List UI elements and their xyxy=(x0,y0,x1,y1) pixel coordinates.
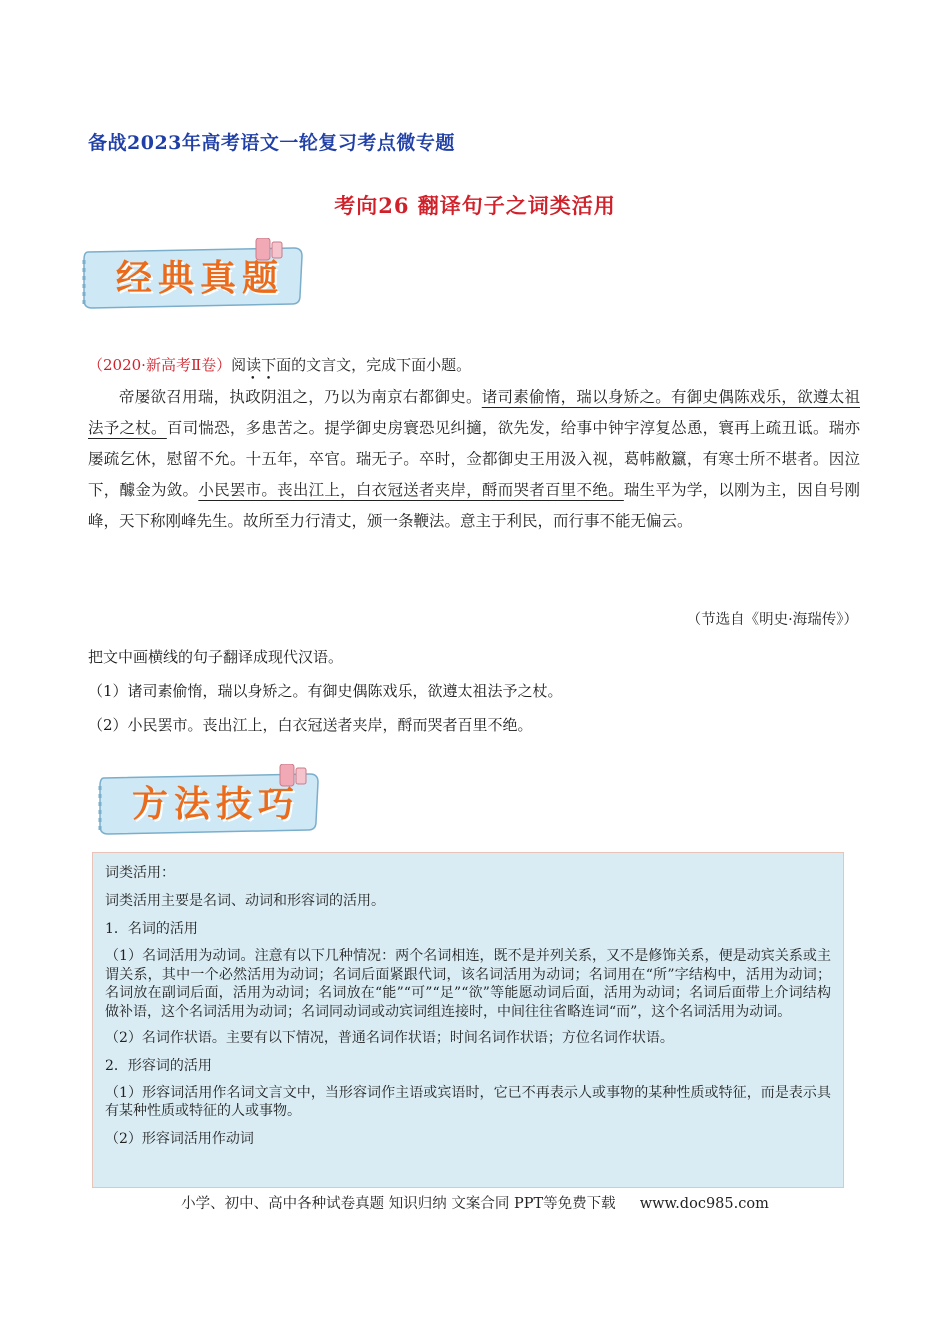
question-source-line xyxy=(88,354,471,375)
method-tips-banner xyxy=(96,764,328,836)
footer-link[interactable]: www.doc985.com xyxy=(639,1196,769,1212)
series-title: 备战2023年高考语文一轮复习考点微专题 xyxy=(88,132,455,154)
page-footer xyxy=(0,1192,950,1213)
classical-passage xyxy=(88,382,860,537)
question-instruction: 把文中画横线的句子翻译成现代汉语。 xyxy=(88,648,344,666)
method-paragraph: （1）形容词活用作名词文言文中，当形容词作主语或宾语时，它已不再表示人或事物的某种性质或特征，而是表示具有某种性质或特征的人或事物。 xyxy=(105,1084,831,1119)
banner-label: 方法技巧 xyxy=(132,784,301,825)
method-heading: 2．形容词的活用 xyxy=(105,1057,212,1074)
method-line: 词类活用： xyxy=(105,865,175,881)
passage-citation: （节选自《明史·海瑞传》） xyxy=(686,612,858,628)
method-box xyxy=(92,852,844,1188)
passage-text: 阴沮之，乃以为南京右都御史。 xyxy=(260,388,482,406)
passage-text: 瑞生平为学，以刚为主，因自号刚峰，天下称刚峰先生。故所至力行清丈，颁一条鞭法。意主于利民，而行事不能无偏云。 xyxy=(88,481,860,530)
passage-text: 帝屡欲召用瑞， xyxy=(119,388,230,406)
emphasis-dot-char: 执 xyxy=(229,388,246,406)
topic-title: 考向26 翻译句子之词类活用 xyxy=(334,193,616,218)
method-line: 词类活用主要是名词、动词和形容词的活用。 xyxy=(105,893,385,909)
question-item-1: （1）诸司素偷惰，瑞以身矫之。有御史偶陈戏乐，欲遵太祖法予之杖。 xyxy=(88,682,563,700)
method-line: （2）形容词活用作动词 xyxy=(105,1130,254,1147)
underlined-sentence-1: 诸司素偷惰，瑞以身矫之。有御史偶陈戏乐，欲遵太祖法予之杖。 xyxy=(88,388,860,437)
question-prompt: 阅读下面的文言文，完成下面小题。 xyxy=(231,356,472,374)
classic-questions-banner xyxy=(80,238,312,310)
underlined-sentence-2: 小民罢市。丧出江上，白衣冠送者夹岸，酹而哭者百里不绝。 xyxy=(198,481,624,499)
banner-label: 经典真题 xyxy=(116,258,285,299)
emphasis-dot-char: 政 xyxy=(245,388,261,406)
method-heading: 1．名词的活用 xyxy=(105,921,198,937)
footer-text: 小学、初中、高中各种试卷真题 知识归纳 文案合同 PPT等免费下载 xyxy=(181,1196,616,1212)
source-tag: （2020·新高考Ⅱ卷） xyxy=(88,356,232,374)
method-paragraph: （2）名词作状语。主要有以下情况，普通名词作状语；时间名词作状语；方位名词作状语。 xyxy=(105,1030,674,1046)
method-paragraph: （1）名词活用为动词。注意有以下几种情况：两个名词相连，既不是并列关系，又不是修饰关系，便是动宾关系或主谓关系，其中一个必然活用为动词；名词后面紧跟代词，该名词活用为动词；名词用在“所”字结构中，活用为动词；名词放在副词后面，活用为动词；名词放在“能”“可”“足”“欲”等能愿动词后面，活用为动词；名词后面带上介词结构做补语，这个名词活用为动词；名词同动词或动宾词组连接时，中间往往省略连词“而”，这个名词活用为动词。 xyxy=(105,948,831,1020)
question-item-2: （2）小民罢市。丧出江上，白衣冠送者夹岸，酹而哭者百里不绝。 xyxy=(88,716,533,734)
passage-text: 百司惴恐，多患苦之。提学御史房寰恐见纠擿，欲先发，给事中钟宇淳复怂恿，寰再上疏丑诋。瑞亦屡疏乞休，慰留不允。十五年，卒官。瑞无子。卒时，佥都御史王用汲入视，葛帏敝籝，有寒士所不堪者。因泣下，醵金为敛。 xyxy=(88,419,860,499)
